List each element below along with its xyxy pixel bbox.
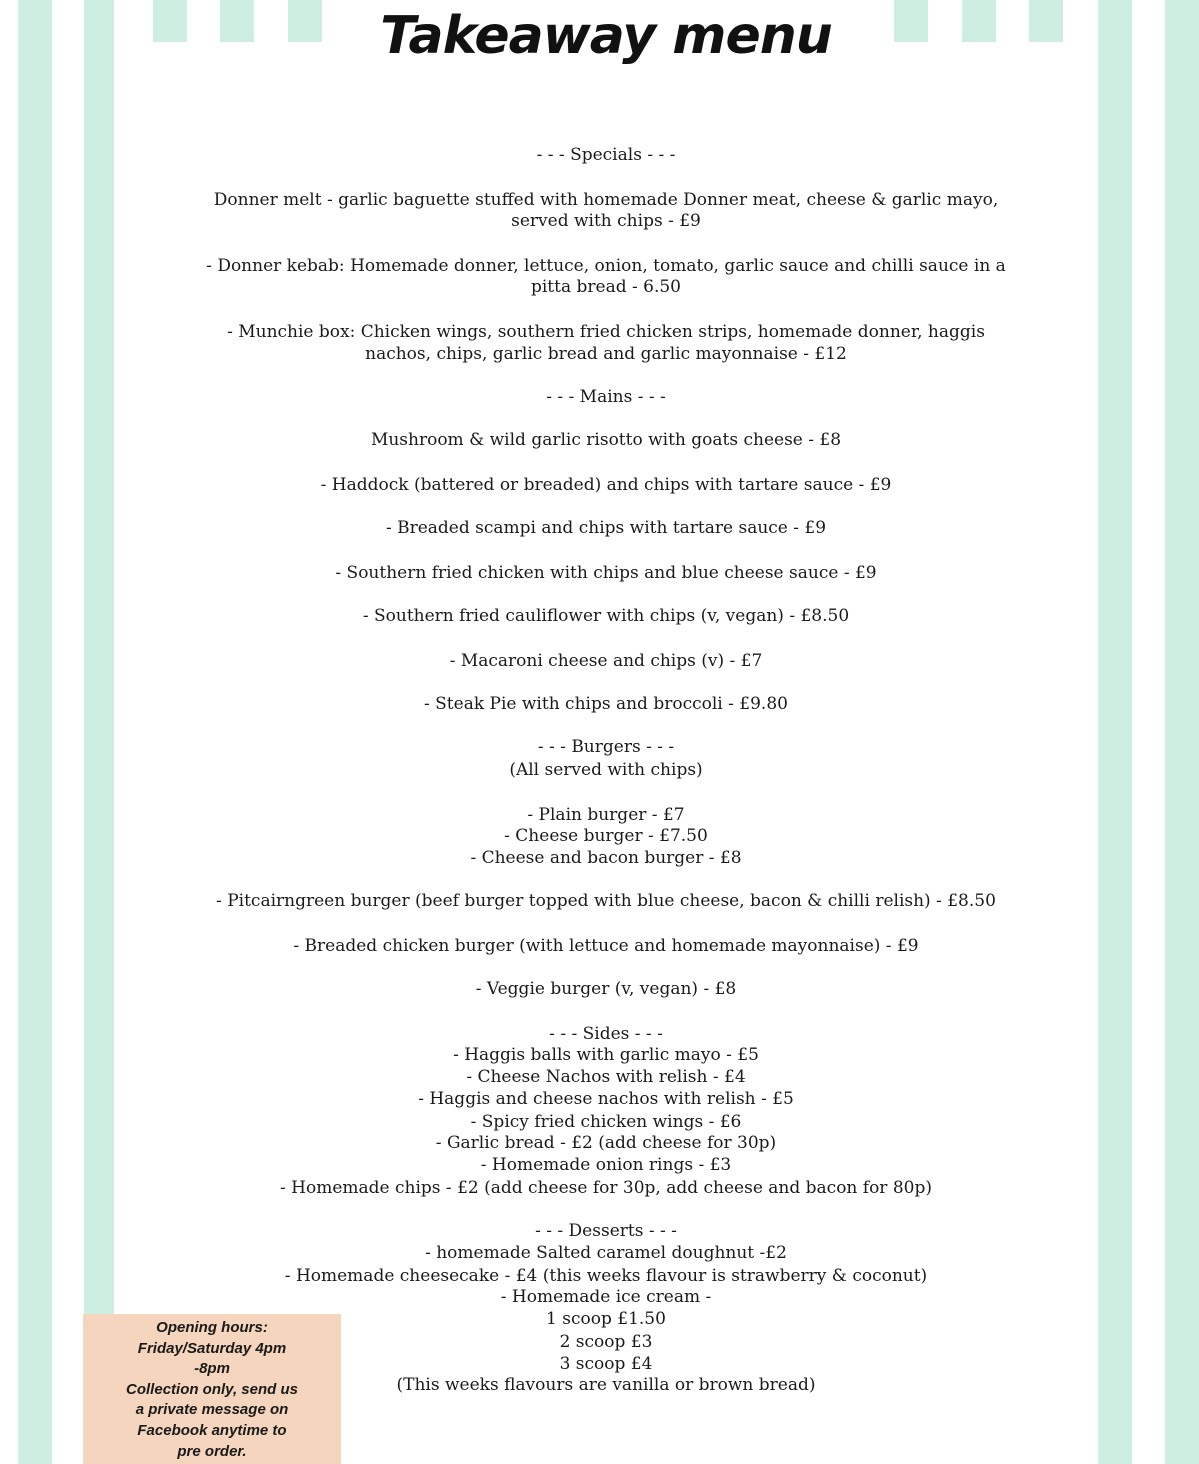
menu-item: 2 scoop £3 <box>559 1332 653 1352</box>
menu-item: - Plain burger - £7 <box>527 805 685 825</box>
border-stripe-left-outer <box>18 0 52 1464</box>
menu-item: - Southern fried chicken with chips and blue cheese sauce - £9 <box>335 563 877 583</box>
menu-item: - Spicy fried chicken wings - £6 <box>470 1112 742 1132</box>
menu-item: - Veggie burger (v, vegan) - £8 <box>475 979 737 999</box>
menu-item: served with chips - £9 <box>511 211 701 231</box>
menu-panel <box>114 0 1098 1464</box>
section-heading-desserts: - - - Desserts - - - <box>535 1221 677 1241</box>
menu-item: - Macaroni cheese and chips (v) - £7 <box>449 651 763 671</box>
menu-item: - Garlic bread - £2 (add cheese for 30p) <box>435 1133 777 1153</box>
menu-item: - Southern fried cauliflower with chips (v, vegan) - £8.50 <box>362 606 850 626</box>
opening-hours-line: Collection only, send us <box>126 1380 298 1398</box>
section-heading-mains: - - - Mains - - - <box>546 387 666 407</box>
menu-item: - Donner kebab: Homemade donner, lettuce, onion, tomato, garlic sauce and chilli sauce in a <box>206 256 1006 276</box>
menu-item: nachos, chips, garlic bread and garlic mayonnaise - £12 <box>365 344 847 364</box>
menu-item: - Breaded chicken burger (with lettuce and homemade mayonnaise) - £9 <box>293 936 919 956</box>
menu-item: - Haggis balls with garlic mayo - £5 <box>453 1045 759 1065</box>
menu-item: 3 scoop £4 <box>559 1354 653 1374</box>
section-note: (All served with chips) <box>509 760 703 780</box>
menu-item: - Haddock (battered or breaded) and chips with tartare sauce - £9 <box>320 475 892 495</box>
menu-item: pitta bread - 6.50 <box>530 277 681 297</box>
menu-item: - Cheese burger - £7.50 <box>504 826 708 846</box>
opening-hours-line: Friday/Saturday 4pm <box>137 1339 287 1357</box>
menu-item: - Haggis and cheese nachos with relish - £5 <box>418 1089 794 1109</box>
menu-item: - Steak Pie with chips and broccoli - £9.80 <box>424 694 788 714</box>
menu-item: Donner melt - garlic baguette stuffed with homemade Donner meat, cheese & garlic mayo, <box>213 190 999 210</box>
section-heading-sides: - - - Sides - - - <box>549 1024 663 1044</box>
opening-hours-line: a private message on <box>135 1401 289 1419</box>
menu-item: - Homemade chips - £2 (add cheese for 30p, add cheese and bacon for 80p) <box>280 1178 932 1198</box>
border-stripe-right-inner <box>1098 0 1132 1464</box>
opening-hours-line: pre order. <box>177 1442 247 1460</box>
section-heading-burgers: - - - Burgers - - - <box>537 737 675 757</box>
section-heading-specials: - - - Specials - - - <box>536 145 676 165</box>
opening-hours-line: -8pm <box>194 1360 230 1378</box>
menu-item: - Homemade cheesecake - £4 (this weeks flavour is strawberry & coconut) <box>284 1266 928 1286</box>
menu-item: - Homemade onion rings - £3 <box>480 1155 732 1175</box>
menu-item: - homemade Salted caramel doughnut -£2 <box>425 1243 787 1263</box>
opening-hours-line: Facebook anytime to <box>137 1421 287 1439</box>
page-title: Takeaway menu <box>380 6 832 66</box>
opening-hours-box <box>83 1314 341 1464</box>
opening-hours-line: Opening hours: <box>156 1319 268 1336</box>
menu-item: - Pitcairngreen burger (beef burger topped with blue cheese, bacon & chilli relish) - £8.50 <box>216 891 996 911</box>
menu-item: - Munchie box: Chicken wings, southern fried chicken strips, homemade donner, haggis <box>227 322 985 342</box>
menu-item: - Breaded scampi and chips with tartare sauce - £9 <box>385 518 827 538</box>
menu-item: - Cheese Nachos with relish - £4 <box>466 1067 746 1087</box>
menu-item: 1 scoop £1.50 <box>546 1309 666 1329</box>
border-stripe-right-outer <box>1165 0 1199 1464</box>
border-stripe-left-inner <box>84 0 114 1464</box>
menu-item: (This weeks flavours are vanilla or brown bread) <box>396 1375 816 1395</box>
menu-item: Mushroom & wild garlic risotto with goats cheese - £8 <box>370 430 842 450</box>
menu-item: - Cheese and bacon burger - £8 <box>470 848 742 868</box>
menu-item: - Homemade ice cream - <box>500 1287 712 1307</box>
